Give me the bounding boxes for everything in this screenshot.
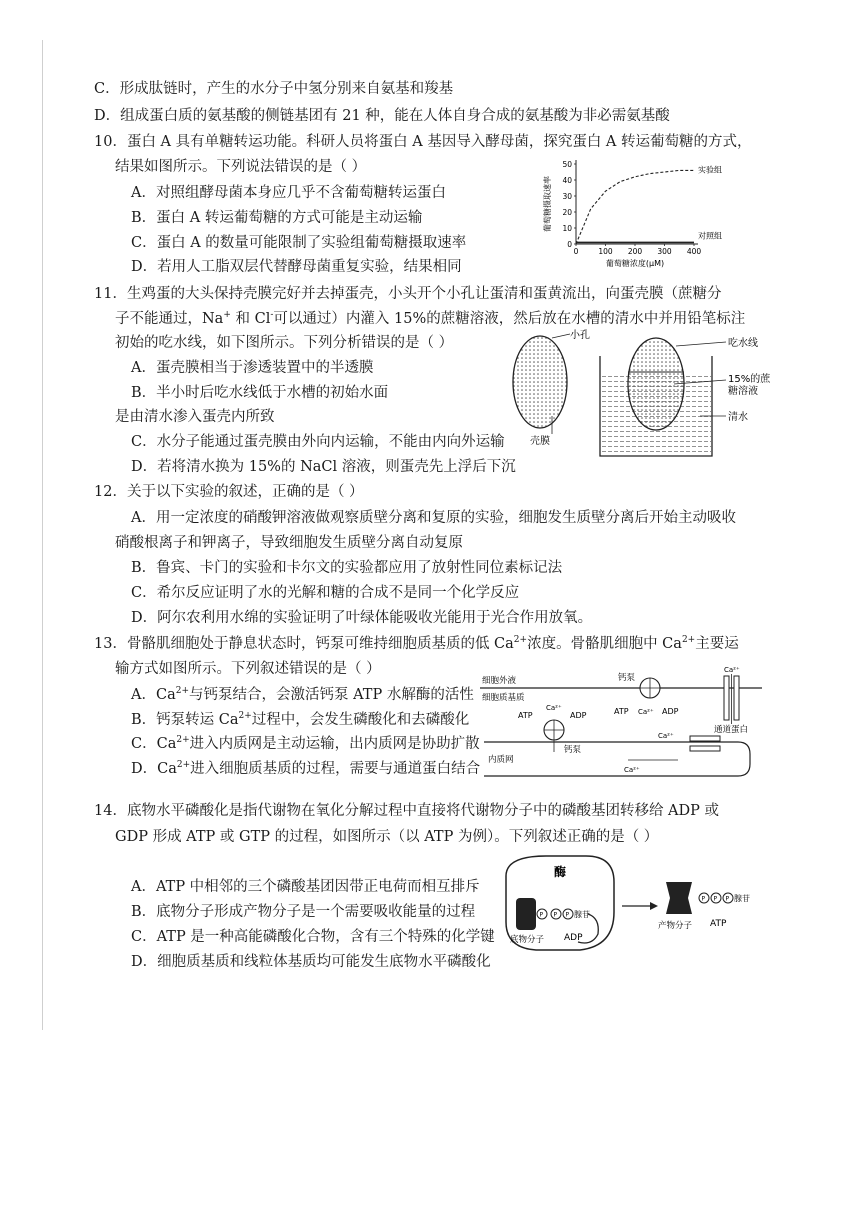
svg-text:P: P [565, 911, 570, 919]
svg-text:P: P [701, 895, 706, 903]
label-substrate: 底物分子 [510, 935, 545, 945]
label-ca-er: Ca²⁺ [546, 704, 562, 712]
q13-stem-line1: 13．骨骼肌细胞处于静息状态时，钙泵可维持细胞质基质的低 $Ca^{2+}$浓度。骨骼肌细胞中 $Ca^{2+}$主要运 [94, 635, 739, 652]
q11-eggshell-osmosis-figure [500, 324, 790, 472]
series-line-experimental [576, 170, 694, 244]
label-cytosol: 细胞质基质 [482, 693, 525, 703]
x-tick-label: 400 [686, 247, 702, 256]
q12-stem: 12．关于以下实验的叙述，正确的是（ ） [94, 484, 364, 500]
label-ca-top: Ca²⁺ [638, 708, 654, 716]
label-sucrose-2: 糖溶液 [728, 386, 758, 397]
label-adp-top: ADP [662, 707, 679, 716]
q10-option-a: A．对照组酵母菌本身应几乎不含葡萄糖转运蛋白 [131, 185, 446, 201]
label-pump-top: 钙泵 [618, 673, 636, 683]
q9-option-d: D．组成蛋白质的氨基酸的侧链基团有 21 种，能在人体自身合成的氨基酸为非必需氨基酸 [94, 108, 670, 124]
y-tick-label: 50 [562, 160, 572, 169]
q14-option-a: A．ATP 中相邻的三个磷酸基团因带正电荷而相互排斥 [131, 879, 480, 895]
label-atp: ATP [710, 919, 727, 929]
q13-stem-line2: 输方式如图所示。下列叙述错误的是（ ） [115, 661, 381, 677]
q10-stem-line2: 结果如图所示。下列说法错误的是（ ） [115, 159, 367, 175]
svg-text:P: P [539, 911, 544, 919]
q14-option-d: D．细胞质基质和线粒体基质均可能发生底物水平磷酸化 [131, 954, 491, 970]
label-adenosine-1: 腺苷 [574, 910, 590, 919]
q11-stem-line2: 子不能通过，Na+ 和 Cl-可以通过）内灌入 15%的蔗糖溶液，然后放在水槽的清水中并用铅笔标注 [115, 310, 746, 327]
q14-phosphorylation-figure [496, 852, 772, 956]
label-shell: 壳膜 [530, 436, 550, 447]
label-extracellular: 细胞外液 [482, 676, 517, 686]
left-egg-shape [513, 336, 567, 428]
x-tick-label: 200 [627, 247, 643, 256]
label-ca-er-channel: Ca²⁺ [658, 732, 674, 740]
label-channel-protein: 通道蛋白 [714, 725, 749, 735]
q10-option-d: D．若用人工脂双层代替酵母菌重复实验，结果相同 [131, 259, 462, 275]
q10-uptake-chart [536, 158, 722, 276]
q12-option-c: C．希尔反应证明了水的光解和糖的合成不是同一个化学反应 [131, 585, 520, 601]
label-adenosine-2: 腺苷 [734, 894, 750, 903]
label-atp-top: ATP [614, 707, 629, 716]
x-tick-label: 0 [573, 247, 579, 256]
svg-text:P: P [553, 911, 558, 919]
q12-option-a-line2: 硝酸根离子和钾离子，导致细胞发生质壁分离自动复原 [115, 535, 463, 551]
substrate-molecule [516, 898, 536, 930]
y-tick-label: 20 [562, 208, 572, 217]
label-adp-er: ADP [570, 711, 587, 720]
q10-stem-line1: 10．蛋白 A 具有单糖转运功能。科研人员将蛋白 A 基因导入酵母菌，探究蛋白 A 转运葡萄糖的方式， [94, 134, 752, 150]
svg-text:P: P [725, 895, 730, 903]
label-er: 内质网 [488, 755, 514, 765]
q14-stem-line2: GDP 形成 ATP 或 GTP 的过程，如图所示（以 ATP 为例）。下列叙述正确的是（ ） [115, 829, 659, 845]
q13-option-c: C．$Ca^{2+}$进入内质网是主动运输，出内质网是协助扩散 [131, 735, 480, 752]
q13-option-a: A．$Ca^{2+}$与钙泵结合，会激活钙泵 ATP 水解酶的活性 [131, 686, 474, 703]
label-water: 清水 [728, 412, 748, 423]
label-sucrose-1: 15%的蔗 [728, 374, 771, 385]
y-tick-label: 10 [562, 224, 572, 233]
q11-option-c: C．水分子能通过蛋壳膜由外向内运输，不能由内向外运输 [131, 434, 505, 450]
q11-stem-line3: 初始的吃水线，如下图所示。下列分析错误的是（ ） [115, 335, 454, 351]
q14-option-b: B．底物分子形成产物分子是一个需要吸收能量的过程 [131, 904, 476, 920]
y-tick-label: 40 [562, 176, 572, 185]
q11-option-d: D．若将清水换为 15%的 NaCl 溶液，则蛋壳先上浮后下沉 [131, 459, 516, 475]
q13-option-d: D．$Ca^{2+}$进入细胞质基质的过程，需要与通道蛋白结合 [131, 760, 481, 777]
q11-stem-line1: 11．生鸡蛋的大头保持壳膜完好并去掉蛋壳，小头开个小孔让蛋清和蛋黄流出，向蛋壳膜（蔗糖分 [94, 286, 722, 302]
label-adp: ADP [564, 933, 583, 943]
q10-option-c: C．蛋白 A 的数量可能限制了实验组葡萄糖摄取速率 [131, 235, 467, 251]
q13-option-b: B．钙泵转运 $Ca^{2+}$过程中，会发生磷酸化和去磷酸化 [131, 711, 470, 728]
product-molecule [666, 882, 692, 914]
q12-option-b: B．鲁宾、卡门的实验和卡尔文的实验都应用了放射性同位素标记法 [131, 560, 563, 576]
label-hole: 小孔 [570, 330, 590, 341]
x-tick-label: 100 [598, 247, 613, 256]
label-ca-channel: Ca²⁺ [724, 666, 740, 674]
svg-text:P: P [713, 895, 718, 903]
label-atp-er: ATP [518, 711, 533, 720]
y-axis-label: 葡萄糖摄取速率 [543, 176, 552, 232]
q14-stem-line1: 14．底物水平磷酸化是指代谢物在氧化分解过程中直接将代谢物分子中的磷酸基团转移给 ADP 或 [94, 803, 720, 819]
q9-option-c: C．形成肽链时，产生的水分子中氢分别来自氨基和羧基 [94, 81, 454, 97]
q13-calcium-transport-figure [478, 666, 764, 784]
q12-option-d: D．阿尔农利用水绵的实验证明了叶绿体能吸收光能用于光合作用放氧。 [131, 610, 593, 626]
label-product: 产物分子 [658, 921, 693, 931]
q11-option-b-line1: B．半小时后吃水线低于水槽的初始水面 [131, 385, 389, 401]
series-label-control: 对照组 [698, 231, 722, 241]
q11-option-a: A．蛋壳膜相当于渗透装置中的半透膜 [131, 360, 374, 376]
label-enzyme: 酶 [554, 865, 567, 879]
y-tick-label: 0 [567, 240, 572, 249]
page-margin-line [42, 40, 43, 1030]
label-waterline: 吃水线 [728, 338, 758, 349]
x-tick-label: 300 [657, 247, 672, 256]
x-axis-label: 葡萄糖浓度(μM) [605, 259, 665, 268]
y-tick-label: 30 [562, 192, 572, 201]
q10-option-b: B．蛋白 A 转运葡萄糖的方式可能是主动运输 [131, 210, 423, 226]
q12-option-a-line1: A．用一定浓度的硝酸钾溶液做观察质壁分离和复原的实验，细胞发生质壁分离后开始主动吸收 [131, 510, 736, 526]
label-ca-er-lumen: Ca²⁺ [624, 766, 640, 774]
label-pump-er: 钙泵 [564, 745, 582, 755]
q11-option-b-line2: 是由清水渗入蛋壳内所致 [115, 409, 275, 425]
reaction-arrow [650, 902, 658, 910]
q14-option-c: C．ATP 是一种高能磷酸化合物，含有三个特殊的化学键 [131, 929, 495, 945]
series-label-experimental: 实验组 [698, 165, 722, 175]
